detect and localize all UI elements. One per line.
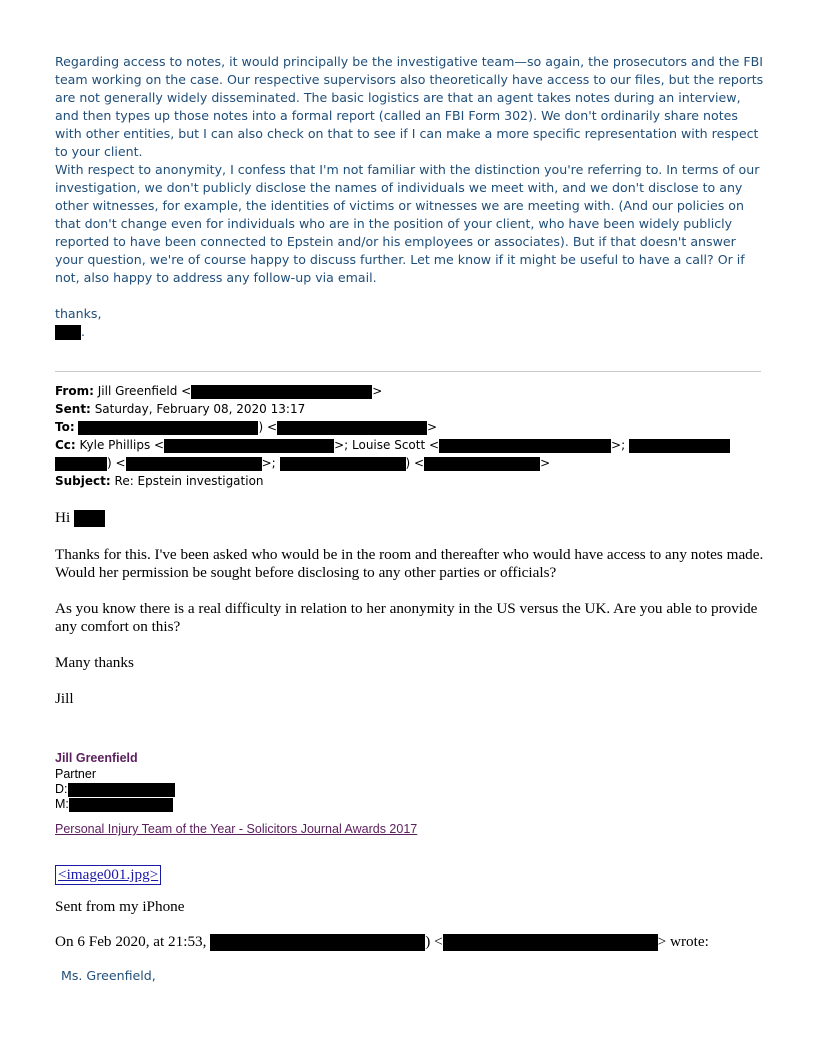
cc-name-1: Kyle Phillips < xyxy=(79,438,165,452)
signature-title: Partner xyxy=(55,767,96,781)
redaction-block xyxy=(277,421,427,435)
reply-paragraph-notes: Regarding access to notes, it would principally be the investigative team—so again, the prosecutors and the FBI team working on the case. Our respective supervisors also theoretically have access to our files, but the reports are not generally widely disseminated. The basic logistics are that an agent takes notes during an interview, and then types up those notes into a formal report (called an FBI Form 302). We don't ordinarily share notes with other entities, but I can also check on that to see if I can make a more specific representation with respect to your client. xyxy=(55,54,764,159)
redaction-block xyxy=(210,934,425,951)
redaction-block xyxy=(191,385,372,399)
from-name: Jill Greenfield < xyxy=(97,384,192,398)
redaction-block xyxy=(443,934,658,951)
award-link[interactable]: Personal Injury Team of the Year - Solicitors Journal Awards 2017 xyxy=(55,822,418,836)
redaction-block xyxy=(126,457,262,471)
redaction-block xyxy=(55,325,81,340)
header-sent xyxy=(55,400,305,418)
redaction-block xyxy=(55,457,107,471)
redaction-block xyxy=(629,439,730,453)
reply-signoff xyxy=(55,323,765,341)
signature-m-label: M: xyxy=(55,797,69,811)
greeting-text: Hi xyxy=(55,509,71,526)
redaction-block xyxy=(424,457,540,471)
subject-label: Subject: xyxy=(55,474,111,488)
email-paragraph-1: Thanks for this. I've been asked who would be in the room and thereafter who would have access to any notes made. Would her permission be sought before disclosing to any other parties or officials? xyxy=(55,546,764,581)
redaction-block xyxy=(68,783,175,797)
cc-l2-b: >; xyxy=(261,456,276,470)
signature-direct-line xyxy=(55,782,175,797)
quoted-salutation: Ms. Greenfield, xyxy=(61,968,156,983)
header-cc-continued xyxy=(55,454,550,472)
cc-l2-c: ) < xyxy=(405,456,425,470)
cc-sep-1: >; Louise Scott < xyxy=(334,438,440,452)
header-to xyxy=(55,418,437,436)
to-label: To: xyxy=(55,420,75,434)
email-name: Jill xyxy=(55,690,74,707)
redaction-block xyxy=(439,439,611,453)
signature-d-label: D: xyxy=(55,782,68,796)
quoted-on-prefix: On 6 Feb 2020, at 21:53, xyxy=(55,933,207,950)
reply-sign-suffix: . xyxy=(81,324,86,339)
email-thanks: Many thanks xyxy=(55,654,134,671)
email-paragraph-2: As you know there is a real difficulty in relation to her anonymity in the US versus the UK. Are you able to provide any comfort on this? xyxy=(55,600,758,635)
signature-mobile-line xyxy=(55,797,173,812)
header-cc xyxy=(55,436,730,454)
sent-label: Sent: xyxy=(55,402,91,416)
reply-closing: thanks, xyxy=(55,306,102,321)
redaction-block xyxy=(78,421,258,435)
redaction-block xyxy=(74,510,105,527)
sent-value: Saturday, February 08, 2020 13:17 xyxy=(94,402,306,416)
header-from xyxy=(55,382,382,400)
from-end: > xyxy=(372,384,383,398)
to-end: > xyxy=(427,420,438,434)
sent-from-iphone: Sent from my iPhone xyxy=(55,898,185,915)
reply-paragraph-anonymity: With respect to anonymity, I confess that I'm not familiar with the distinction you're referring to. In terms of our investigation, we don't publicly disclose the names of individuals we meet with, and we don't disclose to any other witnesses, for example, the identities of victims or witnesses we are meeting with. (And our policies on that don't change even for individuals who are in the position of your client, who have been widely publicly reported to have been connected to Epstein and/or his employees or associates). But if that doesn't answer your question, we're of course happy to discuss further. Let me know if it might be useful to have a call? Or if not, also happy to address any follow-up via email. xyxy=(55,162,760,285)
cc-label: Cc: xyxy=(55,438,76,452)
quoted-wrote: > wrote: xyxy=(657,933,709,950)
redaction-block xyxy=(280,457,406,471)
to-mid: ) < xyxy=(258,420,278,434)
cc-sep-2: >; xyxy=(611,438,626,452)
redaction-block xyxy=(69,798,173,812)
image-attachment-link[interactable]: <image001.jpg> xyxy=(55,865,161,885)
header-subject xyxy=(55,472,264,490)
cc-l2-d: > xyxy=(540,456,551,470)
redaction-block xyxy=(164,439,334,453)
signature-name: Jill Greenfield xyxy=(55,751,138,765)
header-separator xyxy=(55,371,761,372)
quoted-mid: ) < xyxy=(425,933,443,950)
cc-l2-a: ) < xyxy=(107,456,126,470)
subject-value: Re: Epstein investigation xyxy=(114,474,264,488)
quoted-header xyxy=(55,933,765,951)
from-label: From: xyxy=(55,384,94,398)
email-greeting xyxy=(55,509,765,527)
